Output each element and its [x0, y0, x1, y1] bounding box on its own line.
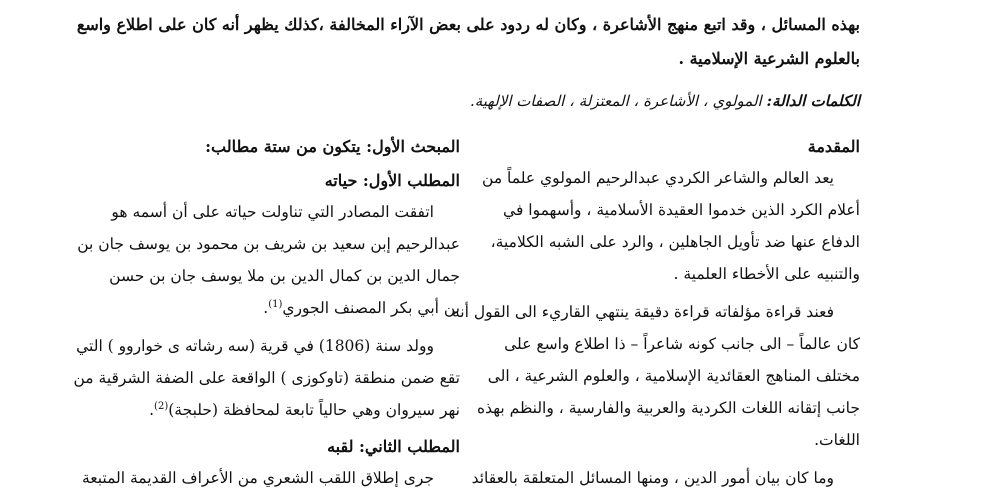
keywords-label: الكلمات الدالة: [766, 92, 860, 110]
left-column [73, 128, 460, 500]
text-line [140, 292, 460, 324]
text-line: فعند قراءة مؤلفاته قراءة دقيقة ينتهي القاريء الى القول أنه [451, 303, 834, 321]
sentence-end: . [149, 401, 155, 419]
text-line-content: بن أبي بكر المصنف الجوري [282, 299, 460, 317]
text-line: عبدالرحيم إبن سعيد بن شريف بن محمود بن يوسف جان بن [77, 235, 460, 253]
subsection-heading-life: المطلب الأول: حياته [324, 171, 460, 190]
title-paragraph-1 [81, 462, 460, 494]
text-line: يعد العالم والشاعر الكردي عبدالرحيم المولوي علماً من [482, 169, 834, 187]
subsection-heading-title: المطلب الثاني: لقبه [327, 437, 460, 456]
text-line: وما كان بيان أمور الدين ، ومنها المسائل المتعلقة بالعقائد [471, 469, 834, 487]
keywords-text: المولوي ، الأشاعرة ، المعتزلة ، الصفات الإلهية. [470, 92, 762, 110]
section-heading: المبحث الأول: يتكون من ستة مطالب: [205, 137, 460, 156]
text-line: تقع ضمن منطقة (تاوكوزى ) الواقعة على الضفة الشرقية من [73, 369, 460, 387]
intro-paragraph-1 [482, 162, 860, 290]
text-line: أعلام الكرد الذين خدموا العقيدة الأسلامية ، وأسهموا في [503, 201, 860, 219]
text-line: وولد سنة (1806) في قرية (سه رشاته ى خواروو ) التي [76, 337, 434, 355]
intro-paragraph-2 [451, 296, 860, 456]
introduction-heading: المقدمة [807, 137, 860, 156]
text-line: جرى إطلاق اللقب الشعري من الأعراف القديمة المتبعة [81, 469, 434, 487]
abstract-line: بالعلوم الشرعية الإسلامية . [678, 49, 860, 68]
text-line: كان عالماً – الى جانب كونه شاعراً – ذا اطلاع واسع على [504, 335, 860, 353]
footnote-ref: (2) [154, 400, 169, 412]
text-line: مختلف المناهج العقائدية الإسلامية ، والعلوم الشرعية ، الى [487, 367, 860, 385]
text-line: الدفاع عنها ضد تأويل الجاهلين ، والرد على الشبه الكلامية، [490, 233, 860, 251]
intro-paragraph-3 [471, 462, 860, 494]
text-line: اتفقت المصادر التي تناولت حياته على أن أسمه هو [111, 203, 434, 221]
abstract-line: بهذه المسائل ، وقد اتبع منهج الأشاعرة ، وكان له ردود على بعض الآراء المخالفة ،كذلك يظهر أنه كان على اطلاع واسع [76, 15, 860, 34]
text-line-content: نهر سيروان وهي حالياً تابعة لمحافظة (حلبجة) [168, 401, 460, 419]
right-column [451, 128, 860, 500]
text-line: والتنبيه على الأخطاء العلمية . [673, 265, 860, 283]
text-line: جانب إتقانه اللغات الكردية والعربية والفارسية ، والنظم بهذه [476, 399, 860, 417]
text-line: جمال الدين بن كمال الدين بن ملا يوسف جان بن حسن [109, 267, 460, 285]
life-paragraph-1 [77, 196, 460, 324]
text-line: اللغات. [814, 431, 860, 449]
text-line [140, 394, 460, 426]
life-paragraph-2 [73, 330, 460, 426]
sentence-end: . [263, 299, 269, 317]
keywords-line [100, 88, 860, 114]
footnote-ref: (1) [268, 298, 283, 310]
abstract-block [76, 0, 860, 76]
